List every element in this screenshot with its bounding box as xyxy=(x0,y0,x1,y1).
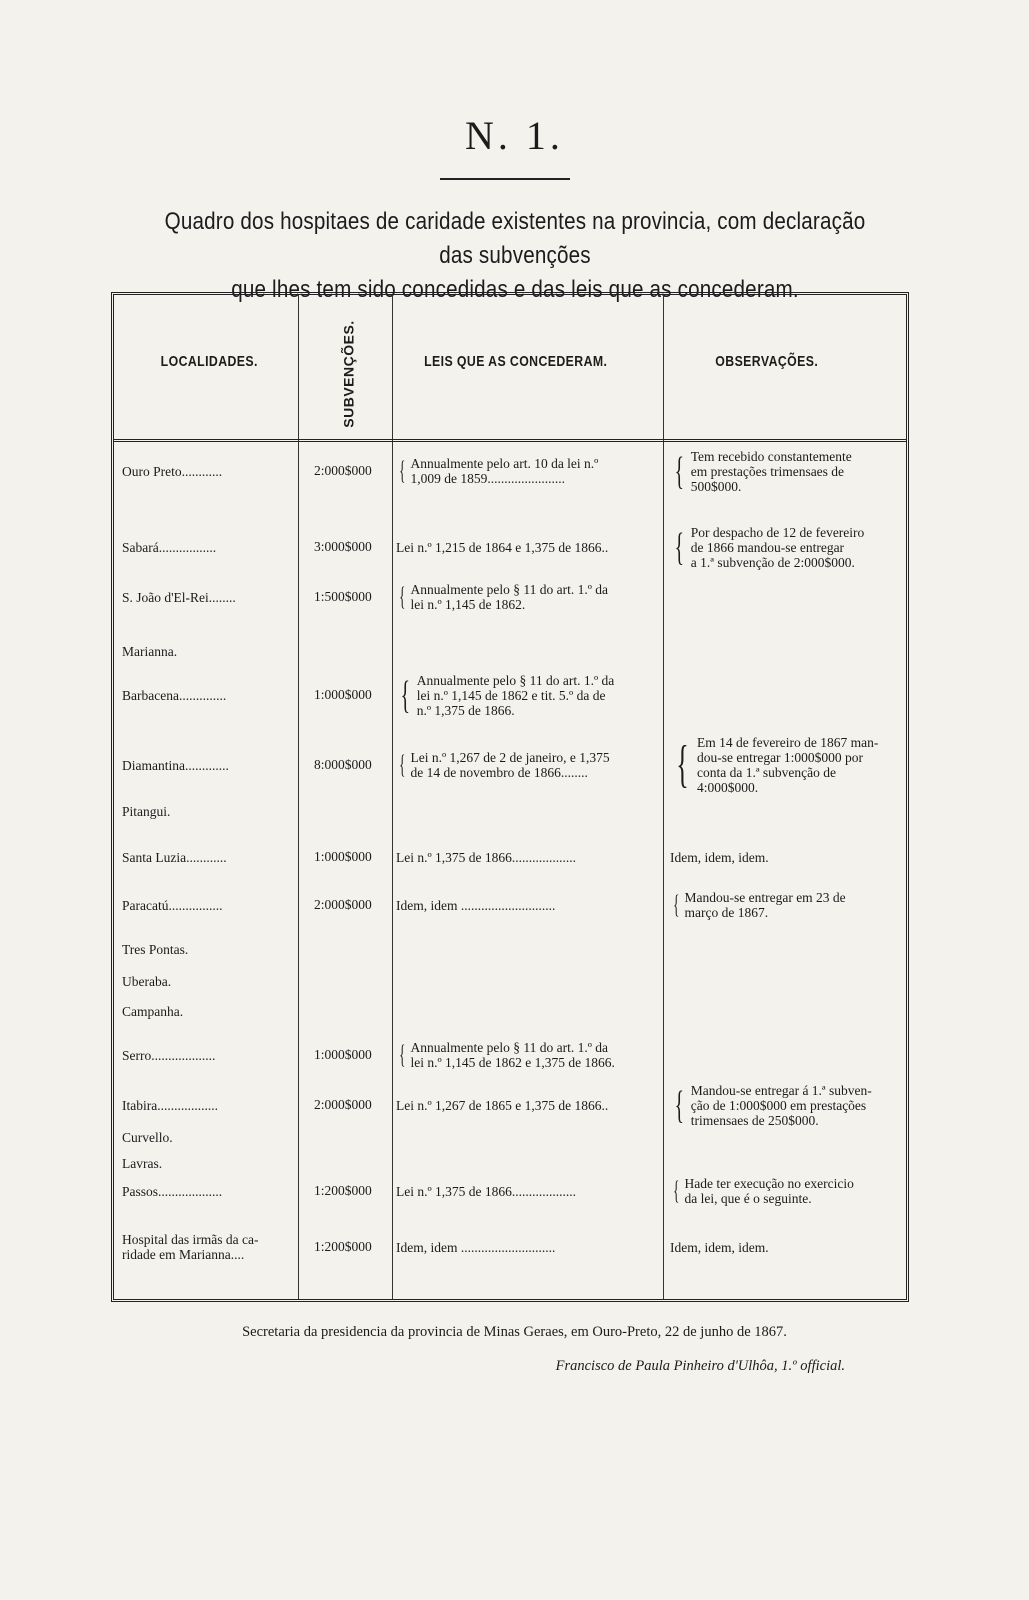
localidade-cell-line: Paracatú................ xyxy=(122,897,223,913)
observacao-cell-line: Tem recebido constantemente xyxy=(690,448,852,464)
observacao-cell xyxy=(670,1240,769,1255)
lei-cell-line: 1,009 de 1859....................... xyxy=(410,471,565,486)
signature-name: Francisco de Paula Pinheiro d'Ulhôa, 1.º official. xyxy=(555,1358,845,1374)
localidade-cell xyxy=(122,688,226,703)
lei-cell-line: Annualmente pelo § 11 do art. 1.º da xyxy=(416,672,615,688)
subvencao-cell: 8:000$000 xyxy=(314,757,372,772)
subvencao-cell: 1:500$000 xyxy=(314,589,372,604)
subvencao-cell: 1:200$000 xyxy=(314,1183,372,1198)
localidade-cell-line: Sabará................. xyxy=(122,539,217,555)
lei-cell xyxy=(396,540,608,555)
localidade-cell-line: Campanha. xyxy=(122,1003,184,1019)
observacao-cell xyxy=(670,890,846,920)
title-line-1: Quadro dos hospitaes de caridade existentes na provincia, com declaração das subvenções xyxy=(164,208,866,269)
observacao-cell-line: 4:000$000. xyxy=(696,780,759,795)
localidade-cell-line: Serro................... xyxy=(122,1047,216,1063)
page-number: N. 1. xyxy=(465,113,564,158)
observacao-cell xyxy=(670,449,852,494)
header-subvencoes: SUBVENÇÕES. xyxy=(341,320,358,428)
observacao-cell-line: Mandou-se entregar em 23 de xyxy=(684,890,846,905)
subvencao-cell: 2:000$000 xyxy=(314,1097,372,1112)
header-localidades: LOCALIDADES. xyxy=(160,353,258,370)
localidade-cell-line: S. João d'El-Rei........ xyxy=(122,589,236,605)
column-divider-3 xyxy=(663,295,664,1299)
column-divider-2 xyxy=(392,295,393,1299)
localidade-cell xyxy=(122,850,227,865)
localidade-cell xyxy=(122,540,216,555)
lei-cell-line: Lei n.º 1,375 de 1866................... xyxy=(396,1183,577,1199)
lei-cell-line: Annualmente pelo art. 10 da lei n.º xyxy=(410,456,599,471)
column-divider-1 xyxy=(298,295,299,1299)
localidade-cell xyxy=(122,644,177,659)
observacao-cell-line: da lei, que é o seguinte. xyxy=(684,1191,812,1206)
localidade-cell xyxy=(122,1156,162,1171)
brace-mark: { xyxy=(674,525,685,569)
observacao-cell xyxy=(670,525,864,570)
brace-mark: { xyxy=(399,1040,406,1069)
subvencao-cell: 1:000$000 xyxy=(314,849,372,864)
observacao-cell xyxy=(670,1083,872,1128)
lei-cell-line: de 14 de novembro de 1866........ xyxy=(410,765,588,780)
localidade-cell xyxy=(122,1232,258,1262)
lei-cell xyxy=(396,898,555,913)
lei-cell xyxy=(396,850,576,865)
localidade-cell-line: Itabira.................. xyxy=(122,1097,218,1113)
lei-cell-line: Annualmente pelo § 11 do art. 1.º da xyxy=(410,582,608,597)
localidade-cell-line: ridade em Marianna.... xyxy=(122,1247,245,1262)
lei-cell xyxy=(396,1240,555,1255)
localidade-cell-line: Pitangui. xyxy=(122,803,171,819)
observacao-cell-line: conta da 1.ª subvenção de xyxy=(696,765,837,780)
subvencao-cell: 1:000$000 xyxy=(314,687,372,702)
hospitals-table xyxy=(111,292,909,1302)
observacao-cell xyxy=(670,735,878,795)
brace-mark: { xyxy=(399,750,406,779)
localidade-cell-line: Barbacena.............. xyxy=(122,687,227,703)
lei-cell-line: Lei n.º 1,267 de 2 de janeiro, e 1,375 xyxy=(410,750,610,765)
localidade-cell xyxy=(122,1004,183,1019)
localidade-cell-line: Ouro Preto............ xyxy=(122,463,223,479)
brace-mark: { xyxy=(400,673,411,717)
lei-cell xyxy=(396,1098,608,1113)
lei-cell xyxy=(396,456,598,486)
lei-cell xyxy=(396,1040,615,1070)
lei-cell xyxy=(396,1184,576,1199)
localidade-cell xyxy=(122,942,188,957)
subvencao-cell: 3:000$000 xyxy=(314,539,372,554)
header-leis: LEIS QUE AS CONCEDERAM. xyxy=(424,353,608,370)
localidade-cell-line: Curvello. xyxy=(122,1129,173,1145)
observacao-cell xyxy=(670,850,769,865)
localidade-cell-line: Passos................... xyxy=(122,1183,223,1199)
brace-mark: { xyxy=(676,736,689,793)
observacao-cell-line: a 1.ª subvenção de 2:000$000. xyxy=(690,554,855,570)
localidade-cell xyxy=(122,974,171,989)
localidade-cell-line: Tres Pontas. xyxy=(122,941,189,957)
header-subvencoes-cell xyxy=(304,315,394,433)
localidade-cell xyxy=(122,758,229,773)
brace-mark: { xyxy=(674,449,685,493)
localidade-cell xyxy=(122,464,222,479)
localidade-cell-line: Marianna. xyxy=(122,643,178,659)
number-rule xyxy=(440,178,570,180)
lei-cell xyxy=(396,673,614,718)
observacao-cell-line: ção de 1:000$000 em prestações xyxy=(690,1097,867,1113)
subvencao-cell: 1:200$000 xyxy=(314,1239,372,1254)
localidade-cell xyxy=(122,1130,173,1145)
lei-cell-line: n.º 1,375 de 1866. xyxy=(416,702,515,718)
lei-cell xyxy=(396,750,610,780)
brace-mark: { xyxy=(673,1176,680,1205)
secretaria-line: Secretaria da presidencia da provincia de Minas Geraes, em Ouro-Preto, 22 de junho de 1867. xyxy=(242,1324,787,1340)
brace-mark: { xyxy=(674,1083,685,1127)
localidade-cell-line: Santa Luzia............ xyxy=(122,849,227,865)
observacao-cell-line: 500$000. xyxy=(690,478,742,494)
observacao-cell xyxy=(670,1176,854,1206)
lei-cell-line: lei n.º 1,145 de 1862. xyxy=(410,597,526,612)
observacao-cell-line: trimensaes de 250$000. xyxy=(690,1112,819,1128)
observacao-cell-line: Em 14 de fevereiro de 1867 man- xyxy=(696,735,879,750)
lei-cell-line: lei n.º 1,145 de 1862 e tit. 5.º da de xyxy=(416,687,606,703)
lei-cell-line: Idem, idem ............................ xyxy=(396,897,556,913)
lei-cell-line: Lei n.º 1,267 de 1865 e 1,375 de 1866.. xyxy=(396,1097,609,1113)
observacao-cell-line: em prestações trimensaes de xyxy=(690,463,845,479)
subvencao-cell: 1:000$000 xyxy=(314,1047,372,1062)
localidade-cell-line: Lavras. xyxy=(122,1155,163,1171)
localidade-cell xyxy=(122,1184,222,1199)
header-observacoes: OBSERVAÇÕES. xyxy=(715,353,819,370)
lei-cell-line: Idem, idem ............................ xyxy=(396,1239,556,1255)
lei-cell xyxy=(396,582,608,612)
localidade-cell xyxy=(122,898,222,913)
localidade-cell-line: Hospital das irmãs da ca- xyxy=(122,1232,259,1247)
observacao-cell-line: Idem, idem, idem. xyxy=(670,849,769,865)
localidade-cell xyxy=(122,590,236,605)
lei-cell-line: Annualmente pelo § 11 do art. 1.º da xyxy=(410,1040,608,1055)
subvencao-cell: 2:000$000 xyxy=(314,897,372,912)
brace-mark: { xyxy=(399,456,406,485)
lei-cell-line: Lei n.º 1,375 de 1866................... xyxy=(396,849,577,865)
observacao-cell-line: Mandou-se entregar á 1.ª subven- xyxy=(690,1082,872,1098)
localidade-cell xyxy=(122,1048,215,1063)
observacao-cell-line: Hade ter execução no exercicio xyxy=(684,1176,854,1191)
lei-cell-line: Lei n.º 1,215 de 1864 e 1,375 de 1866.. xyxy=(396,539,609,555)
observacao-cell-line: Idem, idem, idem. xyxy=(670,1239,769,1255)
localidade-cell xyxy=(122,1098,218,1113)
brace-mark: { xyxy=(673,890,680,919)
observacao-cell-line: Por despacho de 12 de fevereiro xyxy=(690,524,865,540)
observacao-cell-line: março de 1867. xyxy=(684,905,769,920)
subvencao-cell: 2:000$000 xyxy=(314,463,372,478)
localidade-cell xyxy=(122,804,170,819)
localidade-cell-line: Uberaba. xyxy=(122,973,172,989)
observacao-cell-line: dou-se entregar 1:000$000 por xyxy=(696,750,864,765)
localidade-cell-line: Diamantina............. xyxy=(122,757,229,773)
brace-mark: { xyxy=(399,582,406,611)
header-rule xyxy=(114,439,906,442)
lei-cell-line: lei n.º 1,145 de 1862 e 1,375 de 1866. xyxy=(410,1055,615,1070)
title-line-2: que lhes tem sido concedidas e das leis que as concederam. xyxy=(231,276,799,303)
observacao-cell-line: de 1866 mandou-se entregar xyxy=(690,539,845,555)
